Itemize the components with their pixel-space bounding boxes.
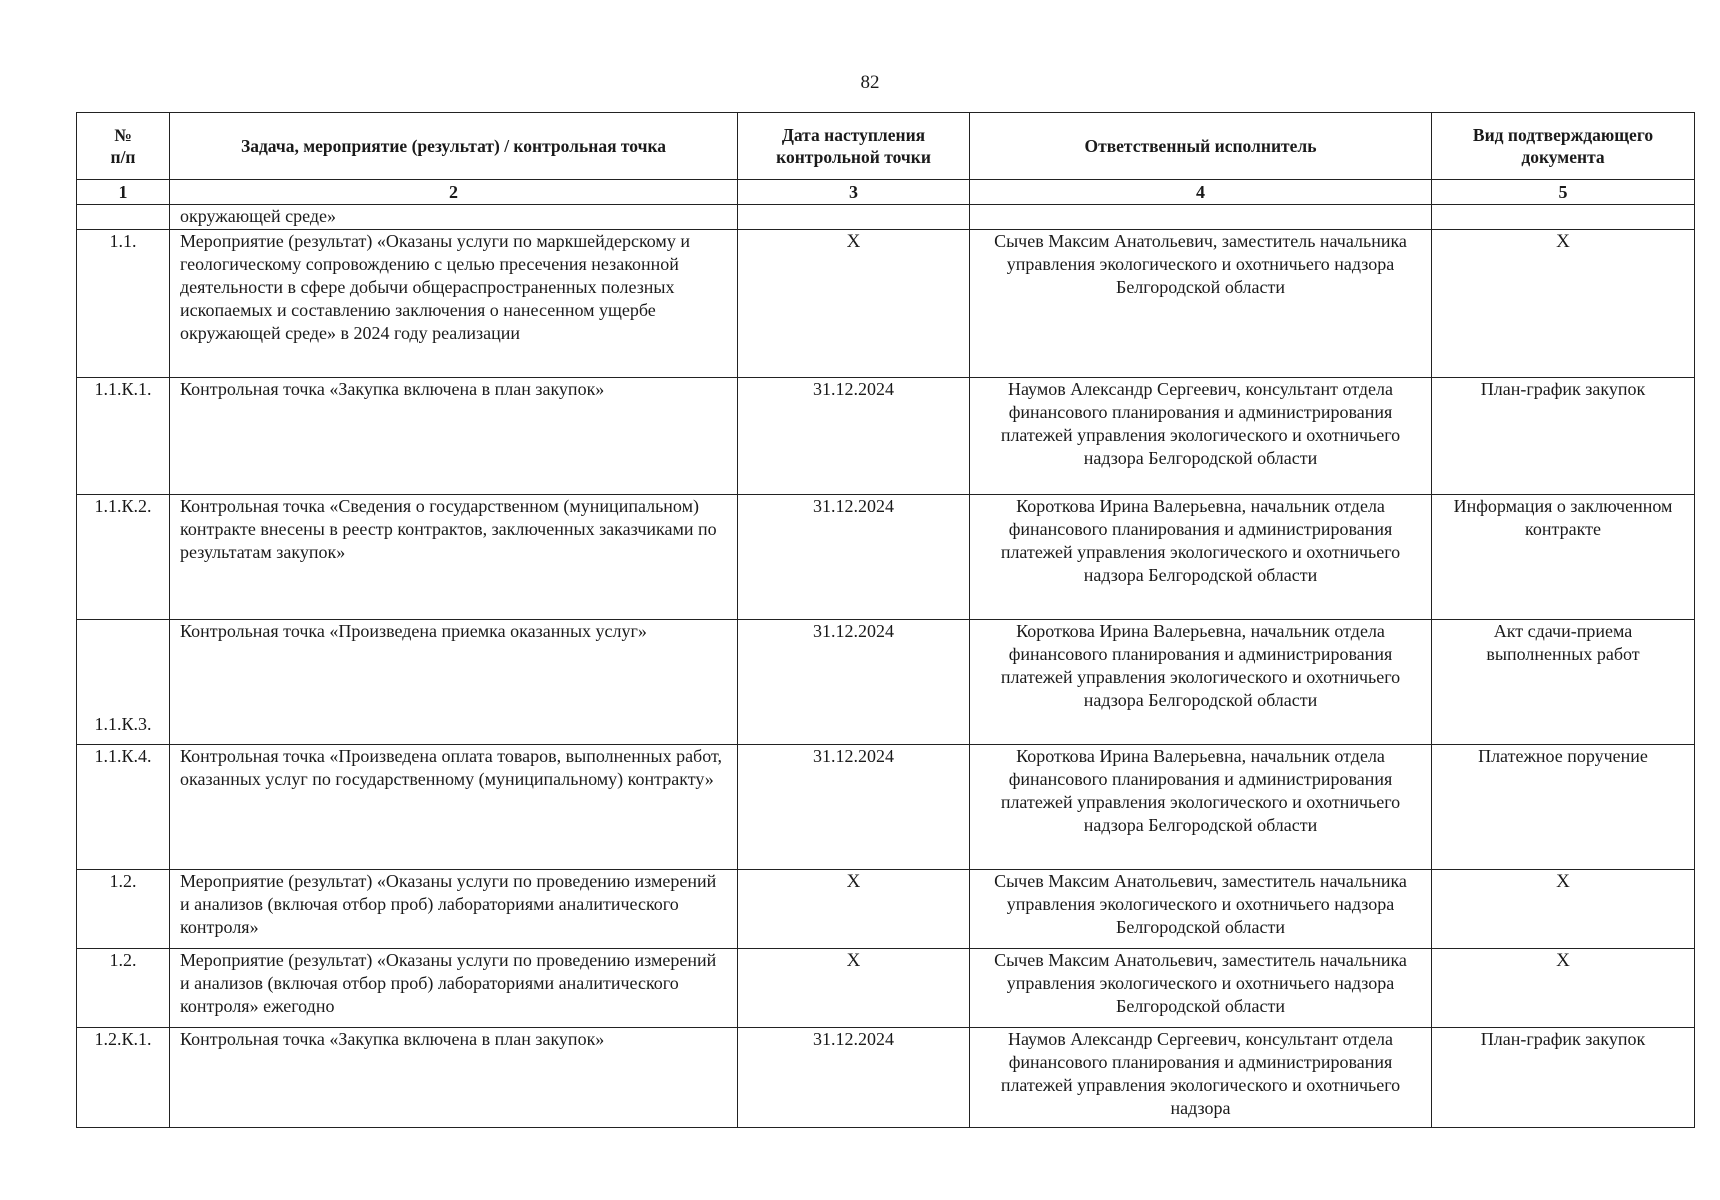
header-number: № п/п	[77, 113, 170, 180]
column-number: 1	[77, 180, 170, 205]
cell-date: 31.12.2024	[738, 620, 970, 745]
cell-responsible: Наумов Александр Сергеевич, консультант отдела финансового планирования и администрирования платежей управления экологического и охотничьего надзора Белгородской области	[970, 378, 1432, 495]
cell-document	[1432, 205, 1695, 230]
cell-document: План-график закупок	[1432, 1028, 1695, 1128]
cell-date: 31.12.2024	[738, 1028, 970, 1128]
cell-document: Платежное поручение	[1432, 745, 1695, 870]
cell-task: окружающей среде»	[170, 205, 738, 230]
cell-number: 1.2.	[77, 949, 170, 1028]
cell-number: 1.1.К.1.	[77, 378, 170, 495]
cell-responsible: Короткова Ирина Валерьевна, начальник отдела финансового планирования и администрирования платежей управления экологического и охотничьего надзора Белгородской области	[970, 745, 1432, 870]
cell-responsible: Сычев Максим Анатольевич, заместитель начальника управления экологического и охотничьего надзора Белгородской области	[970, 230, 1432, 378]
header-responsible: Ответственный исполнитель	[970, 113, 1432, 180]
header-date: Дата наступления контрольной точки	[738, 113, 970, 180]
table-row	[77, 378, 1695, 495]
column-number: 3	[738, 180, 970, 205]
table-row	[77, 230, 1695, 378]
table-row	[77, 870, 1695, 949]
table-row	[77, 1028, 1695, 1128]
cell-number	[77, 205, 170, 230]
table-row	[77, 495, 1695, 620]
cell-responsible: Сычев Максим Анатольевич, заместитель начальника управления экологического и охотничьего надзора Белгородской области	[970, 870, 1432, 949]
cell-task: Контрольная точка «Закупка включена в план закупок»	[170, 1028, 738, 1128]
control-points-table	[76, 112, 1695, 1128]
cell-document: X	[1432, 870, 1695, 949]
cell-document: План-график закупок	[1432, 378, 1695, 495]
table-row	[77, 745, 1695, 870]
cell-responsible: Наумов Александр Сергеевич, консультант отдела финансового планирования и администрирования платежей управления экологического и охотничьего надзора	[970, 1028, 1432, 1128]
page-number: 82	[860, 72, 880, 93]
cell-date: X	[738, 230, 970, 378]
header-document: Вид подтверждающего документа	[1432, 113, 1695, 180]
cell-responsible: Короткова Ирина Валерьевна, начальник отдела финансового планирования и администрирования платежей управления экологического и охотничьего надзора Белгородской области	[970, 495, 1432, 620]
cell-task: Контрольная точка «Закупка включена в план закупок»	[170, 378, 738, 495]
cell-date: X	[738, 949, 970, 1028]
column-number: 5	[1432, 180, 1695, 205]
cell-number: 1.1.К.2.	[77, 495, 170, 620]
cell-task: Мероприятие (результат) «Оказаны услуги по маркшейдерскому и геологическому сопровождению с целью пресечения незаконной деятельности в сфере добычи общераспространенных полезных ископаемых и составлению заключения о нанесенном ущербе окружающей среде» в 2024 году реализации	[170, 230, 738, 378]
cell-number: 1.1.К.4.	[77, 745, 170, 870]
cell-document: Информация о заключенном контракте	[1432, 495, 1695, 620]
header-row	[77, 113, 1695, 180]
cell-document: X	[1432, 230, 1695, 378]
continuation-row	[77, 205, 1695, 230]
cell-date: 31.12.2024	[738, 495, 970, 620]
cell-responsible	[970, 205, 1432, 230]
cell-date: X	[738, 870, 970, 949]
column-number: 2	[170, 180, 738, 205]
cell-task: Контрольная точка «Произведена оплата товаров, выполненных работ, оказанных услуг по государственному (муниципальному) контракту»	[170, 745, 738, 870]
table-row	[77, 620, 1695, 745]
cell-responsible: Сычев Максим Анатольевич, заместитель начальника управления экологического и охотничьего надзора Белгородской области	[970, 949, 1432, 1028]
cell-date: 31.12.2024	[738, 378, 970, 495]
cell-task: Контрольная точка «Сведения о государственном (муниципальном) контракте внесены в реестр контрактов, заключенных заказчиками по результатам закупок»	[170, 495, 738, 620]
column-number-row	[77, 180, 1695, 205]
cell-task: Мероприятие (результат) «Оказаны услуги по проведению измерений и анализов (включая отбор проб) лабораториями аналитического контроля»	[170, 870, 738, 949]
header-task: Задача, мероприятие (результат) / контрольная точка	[170, 113, 738, 180]
cell-number: 1.2.	[77, 870, 170, 949]
cell-responsible: Короткова Ирина Валерьевна, начальник отдела финансового планирования и администрирования платежей управления экологического и охотничьего надзора Белгородской области	[970, 620, 1432, 745]
cell-number: 1.1.К.3.	[77, 620, 170, 745]
cell-number: 1.1.	[77, 230, 170, 378]
cell-date	[738, 205, 970, 230]
cell-date: 31.12.2024	[738, 745, 970, 870]
cell-task: Контрольная точка «Произведена приемка оказанных услуг»	[170, 620, 738, 745]
table-row	[77, 949, 1695, 1028]
column-number: 4	[970, 180, 1432, 205]
cell-number: 1.2.К.1.	[77, 1028, 170, 1128]
cell-task: Мероприятие (результат) «Оказаны услуги по проведению измерений и анализов (включая отбор проб) лабораториями аналитического контроля» ежегодно	[170, 949, 738, 1028]
cell-document: X	[1432, 949, 1695, 1028]
cell-document: Акт сдачи-приема выполненных работ	[1432, 620, 1695, 745]
